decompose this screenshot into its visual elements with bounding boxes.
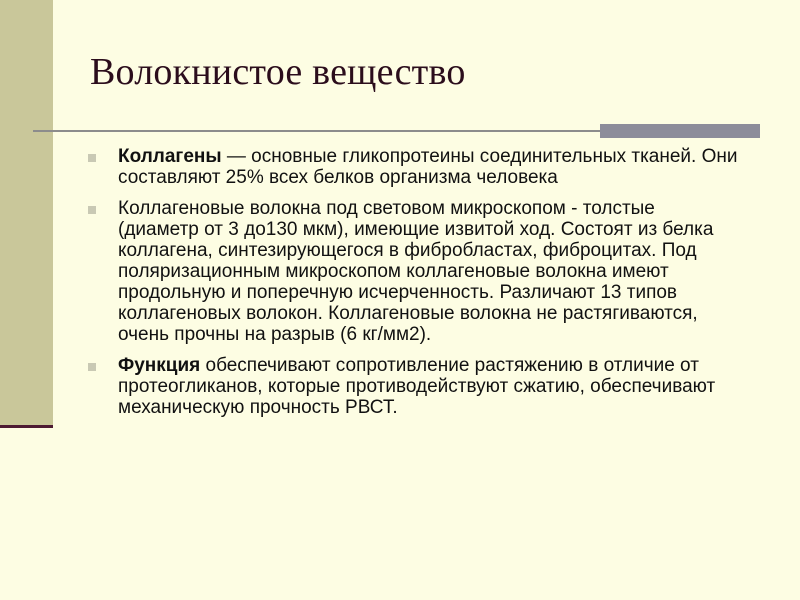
bullet-text: — основные гликопротеины соединительных тканей. Они составляют 25% всех белков организма человека [118, 146, 738, 188]
bullet-square-icon [88, 154, 96, 162]
title-divider-block [600, 124, 760, 138]
bullet-item-collagens [88, 146, 738, 188]
bullet-bold-term: Коллагены [118, 146, 222, 167]
left-decor-bar [0, 0, 53, 425]
bullet-item-fibers [88, 198, 738, 345]
title-divider [33, 130, 600, 132]
slide-title: Волокнистое вещество [90, 51, 466, 93]
bullet-list [88, 146, 738, 428]
bullet-square-icon [88, 206, 96, 214]
bullet-item-function [88, 355, 738, 418]
bullet-bold-term: Функция [118, 355, 201, 376]
left-decor-line [0, 425, 53, 428]
bullet-text: Коллагеновые волокна под световом микроскопом - толстые (диаметр от 3 до130 мкм), имеющие извитой ход. Состоят из белка коллагена, синтезирующегося в фибробластах, фиброцитах. Под поляризационным микроскопом коллагеновые волокна имеют продольную и поперечную исчерченность. Различают 13 типов коллагеновых волокон. Коллагеновые волокна не растягиваются, очень прочны на разрыв (6 кг/мм2). [118, 198, 714, 345]
bullet-square-icon [88, 363, 96, 371]
bullet-text: обеспечивают сопротивление растяжению в отличие от протеогликанов, которые противодействуют сжатию, обеспечивают механическую прочность РВСТ. [118, 355, 716, 418]
